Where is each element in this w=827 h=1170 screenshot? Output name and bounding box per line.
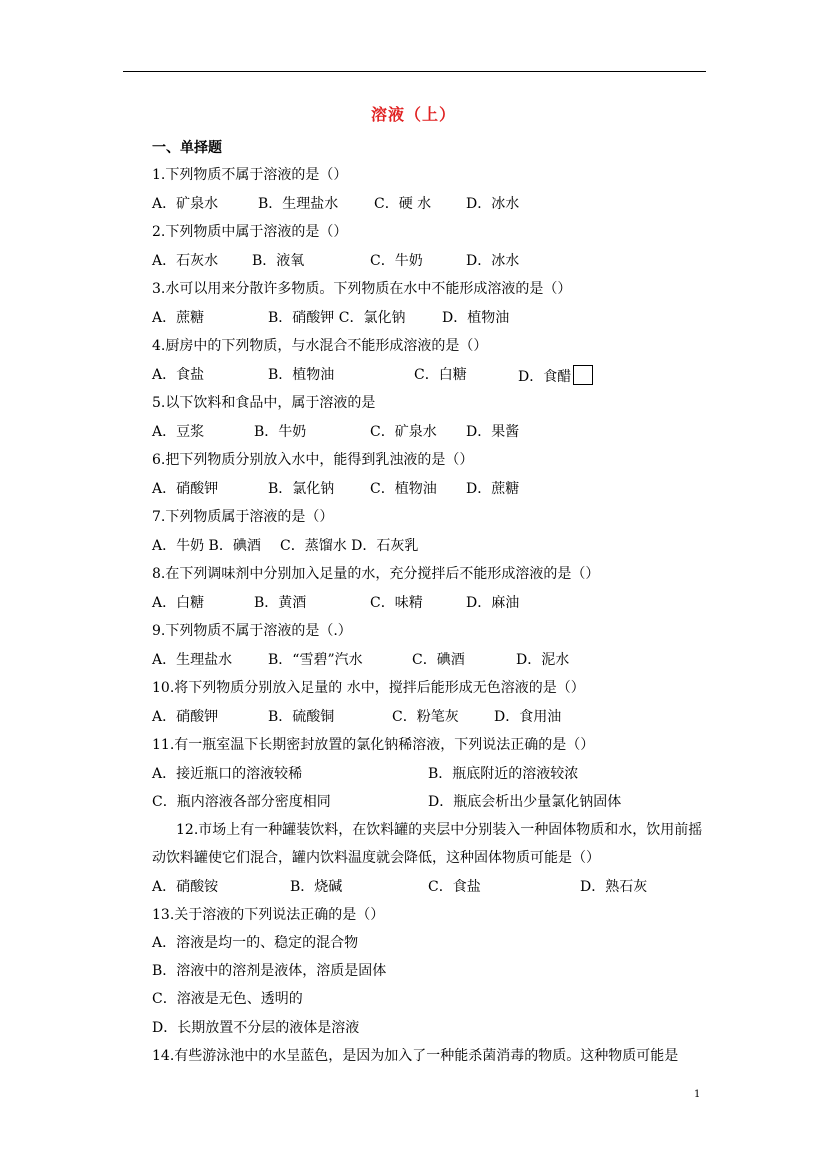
option: C．瓶内溶液各部分密度相同	[152, 794, 331, 810]
question-8: 8.在下列调味剂中分别加入足量的水，充分搅拌后不能形成溶液的是（）	[152, 566, 600, 582]
question-13: 13.关于溶液的下列说法正确的是（）	[152, 907, 385, 923]
option: D．泥水	[516, 652, 570, 668]
option: D．麻油	[466, 595, 520, 611]
option: A．硝酸钾	[152, 481, 219, 497]
option-with-box	[518, 365, 593, 387]
option: A．生理盐水	[152, 652, 233, 668]
option: A．硝酸铵	[152, 879, 219, 895]
option: C．蒸馏水 D．石灰乳	[280, 538, 419, 554]
option: D．果酱	[466, 424, 520, 440]
question-3: 3.水可以用来分散许多物质。下列物质在水中不能形成溶液的是（）	[152, 281, 572, 297]
option: B．植物油	[268, 367, 335, 383]
option: C．味精	[370, 595, 423, 611]
question-6: 6.把下列物质分别放入水中，能得到乳浊液的是（）	[152, 452, 474, 468]
question-2: 2.下列物质中属于溶液的是（）	[152, 224, 348, 240]
section-heading: 一、单择题	[152, 140, 222, 156]
option: D．瓶底会析出少量氯化钠固体	[428, 794, 622, 810]
question-12: 12.市场上有一种罐装饮料，在饮料罐的夹层中分别装入一种固体物质和水，饮用前摇	[176, 822, 703, 838]
option: B．牛奶	[254, 424, 307, 440]
option: A．白糖	[152, 595, 205, 611]
option: C．牛奶	[370, 253, 423, 269]
option: A．矿泉水	[152, 196, 219, 212]
option: B．生理盐水	[258, 196, 339, 212]
option: A．食盐	[152, 367, 205, 383]
question-7: 7.下列物质属于溶液的是（）	[152, 509, 334, 525]
option-13b: B．溶液中的溶剂是液体，溶质是固体	[152, 963, 387, 979]
question-5: 5.以下饮料和食品中，属于溶液的是	[152, 395, 376, 411]
question-10: 10.将下列物质分别放入足量的 水中，搅拌后能形成无色溶液的是（）	[152, 680, 585, 696]
option: B．硫酸铜	[268, 709, 335, 725]
option: A．牛奶 B．碘酒	[152, 538, 261, 554]
header-rule	[123, 71, 706, 72]
option: C．粉笔灰	[392, 709, 459, 725]
option: B．烧碱	[290, 879, 343, 895]
option: A．石灰水	[152, 253, 219, 269]
option: A．豆浆	[152, 424, 205, 440]
option: B．氯化钠	[268, 481, 335, 497]
question-1: 1.下列物质不属于溶液的是（）	[152, 167, 348, 183]
option: C．食盐	[428, 879, 481, 895]
option: C．植物油	[370, 481, 437, 497]
option: C．白糖	[414, 367, 467, 383]
option-13d: D．长期放置不分层的液体是溶液	[152, 1020, 360, 1036]
option: D．冰水	[466, 253, 520, 269]
question-12-continued: 动饮料罐使它们混合，罐内饮料温度就会降低，这种固体物质可能是（）	[152, 850, 600, 866]
option: D．食用油	[494, 709, 562, 725]
option: C．硬 水	[374, 196, 432, 212]
option-13a: A．溶液是均一的、稳定的混合物	[152, 935, 359, 951]
question-11: 11.有一瓶室温下长期密封放置的氯化钠稀溶液，下列说法正确的是（）	[152, 737, 595, 753]
option: A．接近瓶口的溶液较稀	[152, 766, 303, 782]
question-9: 9.下列物质不属于溶液的是（.）	[152, 623, 352, 639]
option-13c: C．溶液是无色、透明的	[152, 991, 303, 1007]
option: A．硝酸钾	[152, 709, 219, 725]
option: B．硝酸钾 C．氯化钠	[268, 310, 406, 326]
option: C．碘酒	[412, 652, 465, 668]
page-title: 溶液（上）	[370, 105, 456, 124]
option: C．矿泉水	[370, 424, 437, 440]
option: B．“雪碧”汽水	[268, 652, 363, 668]
option: D．蔗糖	[466, 481, 520, 497]
option: A．蔗糖	[152, 310, 205, 326]
option: D．熟石灰	[580, 879, 648, 895]
option: B．液氧	[252, 253, 305, 269]
option: D．植物油	[442, 310, 510, 326]
question-4: 4.厨房中的下列物质，与水混合不能形成溶液的是（）	[152, 338, 488, 354]
page-number: 1	[694, 1089, 701, 1100]
option: D．冰水	[466, 196, 520, 212]
option: B．瓶底附近的溶液较浓	[428, 766, 579, 782]
option: D．食醋	[518, 369, 572, 385]
option: B．黄酒	[254, 595, 307, 611]
answer-box	[573, 365, 593, 385]
question-14: 14.有些游泳池中的水呈蓝色，是因为加入了一种能杀菌消毒的物质。这种物质可能是	[152, 1048, 679, 1064]
